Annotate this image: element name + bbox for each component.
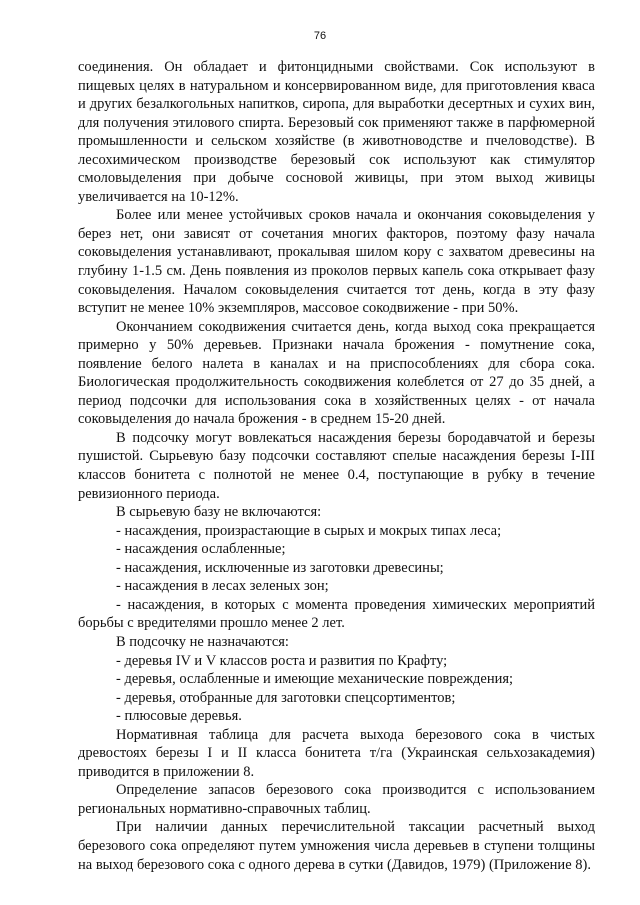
paragraph-normative-table: Нормативная таблица для расчета выхода березового сока в чистых древостоях березы I и II класса бонитета т/га (Украинская сельхозакадемия) приводится в приложении 8.: [78, 726, 595, 780]
paragraph-raw-material-base: В подсочку могут вовлекаться насаждения березы бородавчатой и березы пушистой. Сырьевую базу подсочки составляют спелые насаждения березы I-III классов бонитета с полнотой не менее 0.4, поступающие в рубку в течение ревизионного периода.: [78, 429, 595, 502]
excluded-list-item: - насаждения, произрастающие в сырых и мокрых типах леса;: [116, 522, 502, 539]
paragraph-sap-flow-end: Окончанием сокодвижения считается день, когда выход сока прекращается примерно у 50% деревьев. Признаки начала брожения - помутнение сока, появление белого налета в каналах и на приспособлениях для сбора сока. Биологическая продолжительность сокодвижения колеблется от 27 до 35 дней, а период подсочки для использования сока в хозяйственных целях - от начала соковыделения до начала брожения - в среднем 15-20 дней.: [78, 318, 595, 428]
not-assigned-list-item: - плюсовые деревья.: [116, 708, 242, 725]
excluded-list-item: - насаждения, исключенные из заготовки древесины;: [116, 559, 444, 576]
paragraph-continuation: соединения. Он обладает и фитонцидными свойствами. Сок используют в пищевых целях в натуральном и консервированном виде, для приготовления кваса и других безалкогольных напитков, сиропа, для выработки десертных и сухих вин, для получения этилового спирта. Березовый сок применяют также в парфюмерной промышленности и сельском хозяйстве (в животноводстве и пчеловодстве). В лесохимическом производстве березовый сок используют как стимулятор смоловыделения при добыче сосновой живицы, при этом выход живицы увеличивается на 10-12%.: [78, 59, 595, 205]
not-assigned-heading: В подсочку не назначаются:: [116, 633, 289, 650]
excluded-heading: В сырьевую базу не включаются:: [116, 504, 322, 521]
paragraph-sap-flow-start: Более или менее устойчивых сроков начала и окончания соковыделения у берез нет, они зависят от сочетания многих факторов, поэтому фазу начала соковыделения устанавливают, прокалывая шилом кору с захватом древесины на глубину 1-1.5 см. День появления из проколов первых капель сока открывает фазу соковыделения. Началом соковыделения считается тот день, когда в эту фазу вступит не менее 10% экземпляров, массовое сокодвижение - при 50%.: [78, 207, 595, 317]
not-assigned-list-item: - деревья, ослабленные и имеющие механические повреждения;: [116, 671, 514, 688]
excluded-list-item: - насаждения в лесах зеленых зон;: [116, 578, 329, 595]
page-number: 76: [313, 30, 327, 42]
excluded-list-item: - насаждения, в которых с момента проведения химических мероприятий борьбы с вредителями прошло менее 2 лет.: [78, 596, 595, 632]
excluded-list-item: - насаждения ослабленные;: [116, 541, 286, 558]
paragraph-reserves: Определение запасов березового сока производится с использованием региональных нормативно-справочных таблиц.: [78, 782, 595, 817]
not-assigned-list-item: - деревья IV и V классов роста и развития по Крафту;: [116, 652, 448, 669]
not-assigned-list-item: - деревья, отобранные для заготовки спецсортиментов;: [116, 689, 456, 706]
paragraph-calculation: При наличии данных перечислительной таксации расчетный выход березового сока определяют путем умножения числа деревьев в ступени толщины на выход березового сока с одного дерева в сутки (Давидов, 1979) (Приложение 8).: [78, 819, 595, 873]
page-content: [78, 58, 595, 874]
